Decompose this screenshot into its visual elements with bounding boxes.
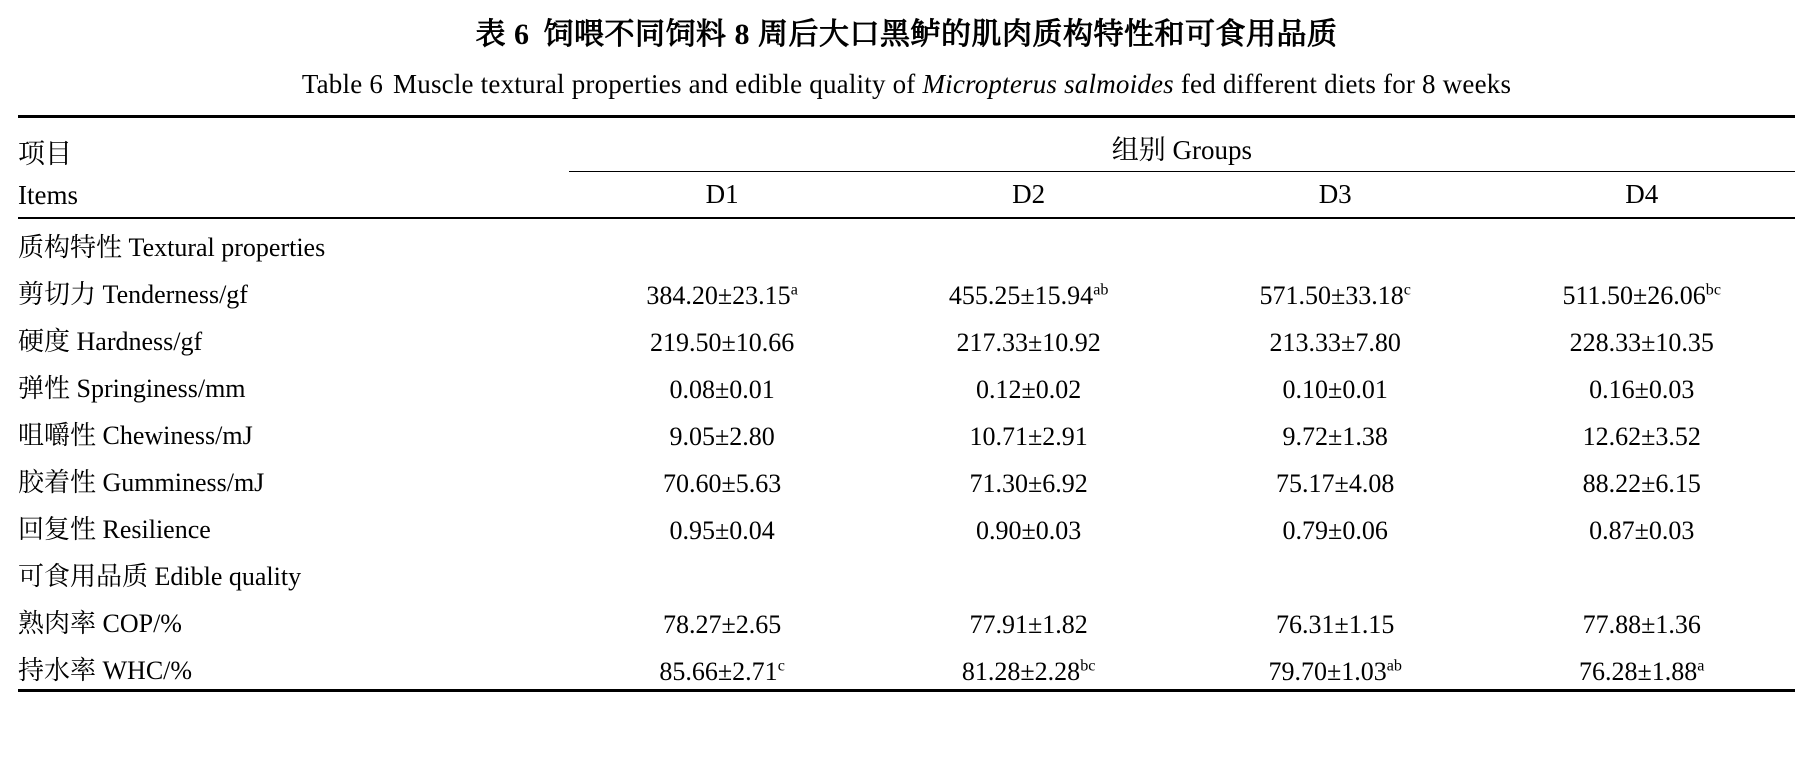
items-header-cell xyxy=(18,118,569,218)
species-name: Micropterus salmoides xyxy=(922,68,1174,99)
cell-tenderness-d2 xyxy=(875,266,1182,313)
cell-gumminess-d2 xyxy=(875,454,1182,501)
cell-springiness-d3 xyxy=(1182,360,1489,407)
row-label-springiness: 弹性 Springiness/mm xyxy=(18,374,246,404)
cell-value: 70.60±5.63 xyxy=(662,469,782,499)
cell-hardness-d3 xyxy=(1182,313,1489,360)
row-label-cop: 熟肉率 COP/% xyxy=(18,609,182,639)
cell-hardness-d1 xyxy=(569,313,876,360)
items-header-english: Items xyxy=(18,180,78,211)
cell-whc-d1 xyxy=(569,642,876,691)
cell-superscript: bc xyxy=(1080,657,1096,675)
cell-value: 0.87±0.03 xyxy=(1589,516,1695,546)
cell-value: 228.33±10.35 xyxy=(1569,328,1714,358)
cell-tenderness-d3 xyxy=(1182,266,1489,313)
cell-value: 219.50±10.66 xyxy=(649,328,795,358)
cell-value: 0.79±0.06 xyxy=(1282,516,1388,546)
cell-value: 12.62±3.52 xyxy=(1582,422,1701,452)
row-label-resilience: 回复性 Resilience xyxy=(18,515,211,545)
row-label-chewiness: 咀嚼性 Chewiness/mJ xyxy=(18,421,253,451)
table-title-english-part1: Muscle textural properties and edible quality of xyxy=(393,68,923,99)
table-number-chinese: 表 6 xyxy=(475,18,530,51)
cell-value: 0.12±0.02 xyxy=(976,375,1082,405)
groups-header: 组别 Groups xyxy=(1111,135,1253,166)
table-bottom-rule xyxy=(18,691,1795,693)
cell-hardness-d2 xyxy=(875,313,1182,360)
section-header-row xyxy=(18,548,1795,595)
cell-value: 0.16±0.03 xyxy=(1589,375,1695,405)
table-row xyxy=(18,360,1795,407)
cell-whc-d3 xyxy=(1182,642,1489,691)
cell-value: 0.08±0.01 xyxy=(669,375,775,405)
table-row xyxy=(18,266,1795,313)
cell-tenderness-d1 xyxy=(569,266,876,313)
cell-springiness-d1 xyxy=(569,360,876,407)
cell-cop-d4 xyxy=(1488,595,1795,642)
cell-value: 75.17±4.08 xyxy=(1276,469,1395,499)
table-title-english xyxy=(18,68,1795,102)
cell-chewiness-d3 xyxy=(1182,407,1489,454)
section-label-textural: 质构特性 Textural properties xyxy=(18,233,326,263)
row-label-hardness: 硬度 Hardness/gf xyxy=(18,327,203,357)
table-title-chinese xyxy=(18,16,1795,54)
cell-whc-d2 xyxy=(875,642,1182,691)
cell-value: 0.90±0.03 xyxy=(976,516,1082,546)
cell-value: 81.28±2.28 xyxy=(961,657,1081,687)
cell-value: 77.88±1.36 xyxy=(1582,610,1701,640)
cell-superscript: bc xyxy=(1705,281,1721,299)
cell-whc-d4 xyxy=(1488,642,1795,691)
cell-value: 0.95±0.04 xyxy=(669,516,775,546)
cell-cop-d3 xyxy=(1182,595,1489,642)
cell-chewiness-d2 xyxy=(875,407,1182,454)
cell-value: 85.66±2.71 xyxy=(659,657,778,687)
cell-gumminess-d1 xyxy=(569,454,876,501)
cell-value: 0.10±0.01 xyxy=(1282,375,1388,405)
cell-value: 9.05±2.80 xyxy=(669,422,775,452)
table-row xyxy=(18,313,1795,360)
cell-superscript: a xyxy=(790,281,798,299)
row-label-tenderness: 剪切力 Tenderness/gf xyxy=(18,280,248,310)
cell-hardness-d4 xyxy=(1488,313,1795,360)
group-label-d1: D1 xyxy=(705,179,739,210)
table-title-english-part2: fed different diets for 8 weeks xyxy=(1173,68,1512,99)
table-row xyxy=(18,407,1795,454)
cell-superscript: c xyxy=(777,657,785,675)
cell-value: 76.31±1.15 xyxy=(1276,610,1395,640)
cell-tenderness-d4 xyxy=(1488,266,1795,313)
cell-value: 78.27±2.65 xyxy=(662,610,782,640)
cell-value: 88.22±6.15 xyxy=(1582,469,1701,499)
cell-value: 77.91±1.82 xyxy=(969,610,1088,640)
cell-gumminess-d3 xyxy=(1182,454,1489,501)
cell-chewiness-d1 xyxy=(569,407,876,454)
cell-gumminess-d4 xyxy=(1488,454,1795,501)
cell-resilience-d3 xyxy=(1182,501,1489,548)
cell-resilience-d1 xyxy=(569,501,876,548)
table-row xyxy=(18,454,1795,501)
cell-value: 455.25±15.94 xyxy=(948,281,1094,311)
cell-value: 9.72±1.38 xyxy=(1282,422,1388,452)
cell-value: 71.30±6.92 xyxy=(969,469,1088,499)
table-title-chinese-text: 饲喂不同饲料 8 周后大口黑鲈的肌肉质构特性和可食用品质 xyxy=(543,18,1338,51)
group-label-d4: D4 xyxy=(1625,179,1659,210)
group-label-d3: D3 xyxy=(1318,179,1352,210)
cell-cop-d1 xyxy=(569,595,876,642)
cell-cop-d2 xyxy=(875,595,1182,642)
cell-value: 213.33±7.80 xyxy=(1269,328,1401,358)
table-row xyxy=(18,501,1795,548)
cell-springiness-d4 xyxy=(1488,360,1795,407)
cell-superscript: a xyxy=(1697,657,1705,675)
cell-value: 511.50±26.06 xyxy=(1562,281,1706,311)
cell-resilience-d4 xyxy=(1488,501,1795,548)
group-label-d2: D2 xyxy=(1012,179,1046,210)
table-row xyxy=(18,642,1795,691)
header-row-groups xyxy=(18,118,1795,171)
cell-value: 79.70±1.03 xyxy=(1268,657,1387,687)
section-label-edible: 可食用品质 Edible quality xyxy=(18,562,302,592)
cell-superscript: ab xyxy=(1093,281,1109,299)
cell-value: 571.50±33.18 xyxy=(1259,281,1404,311)
cell-value: 76.28±1.88 xyxy=(1579,657,1698,687)
cell-value: 10.71±2.91 xyxy=(969,422,1088,452)
items-header-chinese: 项目 xyxy=(18,138,72,169)
cell-chewiness-d4 xyxy=(1488,407,1795,454)
row-label-gumminess: 胶着性 Gumminess/mJ xyxy=(18,468,265,498)
section-header-row xyxy=(18,219,1795,266)
cell-superscript: c xyxy=(1403,281,1411,299)
cell-resilience-d2 xyxy=(875,501,1182,548)
table-row xyxy=(18,595,1795,642)
cell-springiness-d2 xyxy=(875,360,1182,407)
cell-value: 384.20±23.15 xyxy=(646,281,791,311)
table-number-english: Table 6 xyxy=(301,68,384,99)
cell-superscript: ab xyxy=(1386,657,1402,675)
data-table xyxy=(18,115,1795,692)
cell-value: 217.33±10.92 xyxy=(956,328,1101,358)
row-label-whc: 持水率 WHC/% xyxy=(18,656,193,686)
